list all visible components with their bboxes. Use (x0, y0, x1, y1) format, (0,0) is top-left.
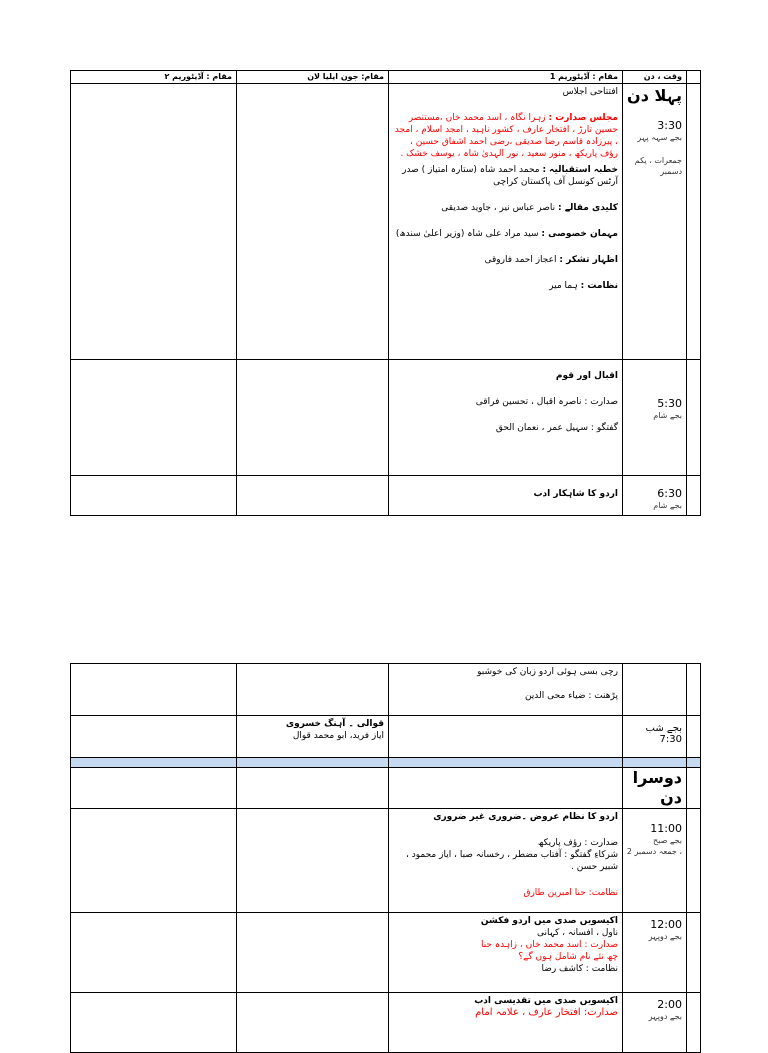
table-row (71, 913, 701, 993)
header-venue1: مقام : آڈیٹوریم 1 (389, 71, 623, 84)
table-row (71, 84, 701, 360)
qawwali-cell (237, 716, 389, 758)
header-venue2: مقام: جون ایلیا لان (237, 71, 389, 84)
venue3-cell (71, 716, 237, 758)
time-note: بجے دوپہر (648, 932, 682, 941)
session-sub: ناول ، افسانہ ، کہانی (536, 928, 618, 938)
qawwali-performers: ایاز فرید، ابو محمد قوال (292, 731, 384, 741)
spacer-cell (687, 809, 701, 913)
time-note: بجے شام (653, 411, 682, 420)
table-row (71, 664, 701, 716)
host-label: نظامت : (580, 281, 618, 291)
masterpiece-session-cell (389, 476, 623, 516)
day2-title: دوسرا دن (632, 768, 682, 807)
thanks-label: اظہار تشکر : (559, 255, 618, 265)
presidium-text: زہرا نگاہ ، اسد محمد خاں ،مستنصر حسین تارڑ ، افتخار عارف ، کشور ناہید ، امجد اسلام ، امجد ، پیرزادہ قاسم رضا صدیقی ،رضی احمد اشفاق حسین ، رؤف پاریکھ ، منور سعید ، نور الہدیٰ شاہ ، یوسف خشک . (394, 113, 618, 159)
time-note: بجے شام (653, 501, 682, 510)
time-value: 2:00 (657, 998, 682, 1011)
session-question: چھ نئے نام شامل ہوں گے؟ (518, 952, 618, 962)
venue3-cell (71, 84, 237, 360)
day2-title-row (71, 768, 701, 809)
opening-title: افتتاحی اجلاس (562, 87, 618, 97)
time-value: 5:30 (657, 397, 682, 410)
table-row (71, 716, 701, 758)
venue2-cell (237, 664, 389, 716)
time-cell (623, 360, 687, 476)
venue2-cell (237, 809, 389, 913)
reading-line1: رچی بسی ہوئی اردو زبان کی خوشبو (477, 667, 618, 677)
session-talk: گفتگو : سہیل عمر ، نعمان الحق (495, 423, 618, 433)
welcome-label: خطبہ استقبالیہ : (542, 165, 618, 175)
table-header-row (71, 71, 701, 84)
header-venue3: مقام : آڈیٹوریم ۲ (71, 71, 237, 84)
venue3-cell (71, 809, 237, 913)
qawwali-title: قوالی ۔ آہنگ خسروی (285, 719, 384, 729)
time-cell (623, 993, 687, 1053)
venue3-cell (71, 664, 237, 716)
spacer-cell (687, 993, 701, 1053)
time-note: بجے دوپہر (648, 1012, 682, 1021)
thanks-text: اعجاز احمد فاروقی (484, 255, 557, 265)
table-row (71, 360, 701, 476)
spacer-cell (687, 913, 701, 993)
venue3-cell (71, 993, 237, 1053)
venue2-cell (237, 993, 389, 1053)
spacer-cell (687, 84, 701, 360)
venue2-cell (237, 476, 389, 516)
session-title: اقبال اور قوم (555, 371, 618, 381)
date-label: ، جمعہ دسمبر 2 (626, 847, 682, 856)
reading-line2: پڑھنت : ضیاء محی الدین (524, 691, 618, 701)
host-text: ہما میر (549, 281, 578, 291)
day2-title-cell (623, 768, 687, 809)
time-value: 11:00 (650, 822, 682, 835)
spacer-cell (687, 476, 701, 516)
day1-title: پہلا دن (627, 86, 682, 105)
time-note: بجے صبح (653, 836, 682, 845)
venue1-cell (389, 716, 623, 758)
session-presidency: صدارت : ناصرہ اقبال ، تحسین فراقی (475, 397, 618, 407)
session-host: نظامت : کاشف رضا (541, 964, 618, 974)
spacer-cell (687, 716, 701, 758)
session-title: اکیسویں صدی میں اردو فکشن (480, 916, 618, 926)
schedule-table-day1 (70, 70, 701, 516)
time-note: بجے سہہ پہر (637, 133, 682, 142)
time-cell (623, 809, 687, 913)
opening-session-cell (389, 84, 623, 360)
prosody-session-cell (389, 809, 623, 913)
venue2-cell (237, 360, 389, 476)
host (393, 280, 618, 292)
venue3-cell (71, 913, 237, 993)
time-value: 12:00 (650, 918, 682, 931)
session-host: نظامت: حنا امبرین طارق (523, 888, 618, 898)
guest-text: سید مراد علی شاہ (وزیر اعلیٰ سندھ) (395, 229, 539, 239)
venue2-cell (237, 84, 389, 360)
session-title: اردو کا شاہکار ادب (533, 489, 618, 499)
presidium-label: مجلس صدارت : (548, 113, 618, 123)
venue3-cell (71, 476, 237, 516)
guest-label: مہمان خصوصی : (541, 229, 618, 239)
venue2-cell (237, 913, 389, 993)
keynote-label: کلیدی مقالے : (558, 203, 618, 213)
welcome-address (393, 164, 618, 188)
date-label: جمعرات ، یکم دسمبر (634, 156, 682, 176)
time-cell (623, 716, 687, 758)
venue3-cell (71, 360, 237, 476)
keynote-text: ناصر عباس نیر ، جاوید صدیقی (441, 203, 556, 213)
time-cell (623, 913, 687, 993)
session-title: اکیسویں صدی میں تقدیسی ادب (474, 996, 618, 1006)
session-presidency: صدارت : رؤف پاریکھ (537, 838, 618, 848)
spacer-cell (687, 360, 701, 476)
welcome-text: محمد احمد شاہ (ستارہ امتیاز ) صدر آرٹس کونسل آف پاکستان کراچی (402, 165, 618, 187)
table-row (71, 809, 701, 913)
sacred-lit-session-cell (389, 993, 623, 1053)
time-cell (623, 84, 687, 360)
vote-of-thanks (393, 254, 618, 266)
time-value: 6:30 (657, 487, 682, 500)
schedule-table-day2 (70, 663, 701, 1053)
session-presidency: صدارت: افتخار عارف ، علامہ امام (475, 1007, 618, 1018)
fiction-session-cell (389, 913, 623, 993)
table-row (71, 993, 701, 1053)
header-spacer (687, 71, 701, 84)
session-title: اردو کا نظام عروض ۔ضروری غیر ضروری (433, 812, 618, 822)
session-talk: شرکاءِ گفتگو : آفتاب مضطر ، رخسانہ صبا ، ایاز محمود ، شبیر حسن . (405, 850, 618, 872)
chief-guest (393, 228, 618, 240)
separator-row (71, 758, 701, 768)
session-presidency: صدارت : اسد محمد خاں ، زاہدہ حنا (480, 940, 618, 950)
iqbal-session-cell (389, 360, 623, 476)
time-value: بجے شب 7:30 (645, 723, 682, 745)
spacer-cell (687, 664, 701, 716)
header-time: وقت ، دن (623, 71, 687, 84)
table-row (71, 476, 701, 516)
time-value: 3:30 (657, 119, 682, 132)
time-cell (623, 476, 687, 516)
reading-session-cell (389, 664, 623, 716)
presidium (393, 112, 618, 160)
keynote (393, 202, 618, 214)
time-cell (623, 664, 687, 716)
